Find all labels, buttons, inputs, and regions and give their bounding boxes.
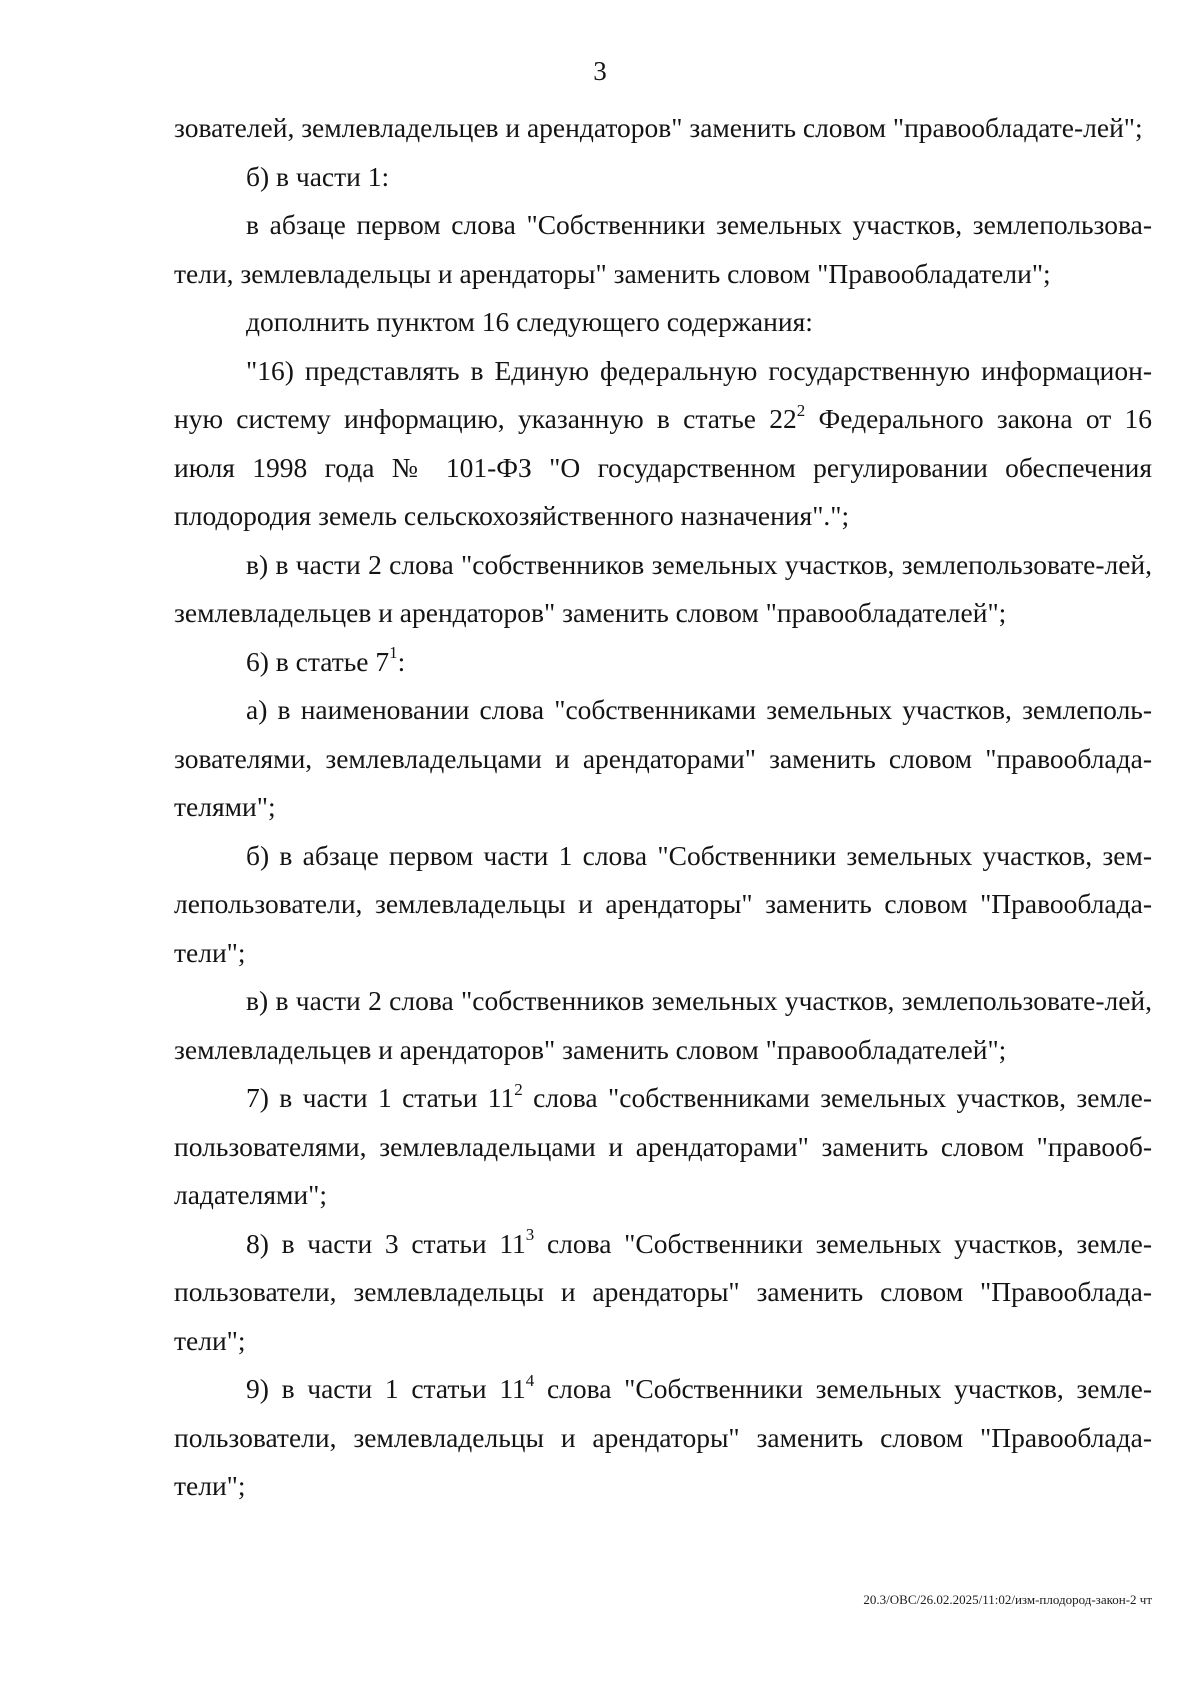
paragraph-text: 6) в статье 7: [246, 645, 390, 677]
paragraph-text: 7) в части 1 статьи 11: [246, 1082, 515, 1113]
paragraph: [174, 686, 1152, 832]
paragraph-text: в) в части 2 слова "собственников земельных участков, землепользовате-лей, землевладельцев и арендаторов" заменить словом "правообладателей";: [174, 985, 1152, 1065]
paragraph-text: в абзаце первом слова "Собственники земельных участков, землепользова-тели, землевладельцы и арендаторы" заменить словом "Правообладатели";: [174, 209, 1152, 289]
paragraph-text: 9) в части 1 статьи 11: [246, 1373, 526, 1404]
paragraph: [174, 201, 1152, 298]
document-footer-code: 20.3/ОВС/26.02.2025/11:02/изм-плодород-закон-2 чт: [863, 1592, 1152, 1607]
paragraph-text: б) в абзаце первом части 1 слова "Собственники земельных участков, зем-лепользователи, землевладельцы и арендаторы" заменить словом "Правооблада-тели";: [174, 839, 1152, 968]
paragraph-text: дополнить пунктом 16 следующего содержания:: [246, 306, 813, 337]
paragraph-text: в) в части 2 слова "собственников земельных участков, землепользовате-лей, землевладельцев и арендаторов" заменить словом "правообладателей";: [174, 548, 1152, 628]
paragraph: [174, 977, 1152, 1074]
paragraph: [174, 638, 1152, 687]
paragraph: [174, 1220, 1152, 1366]
superscript: 3: [525, 1225, 535, 1245]
paragraph-text: Федерального закона от 16 июля 1998 года № 101-ФЗ "О государственном регулировании обеспечения плодородия земель сельскохозяйственного назначения".";: [174, 403, 1153, 531]
superscript: 1: [389, 643, 398, 663]
paragraph: [174, 541, 1152, 638]
paragraph-text: зователей, землевладельцев и арендаторов" заменить словом "правообладате-лей";: [174, 112, 1143, 143]
superscript: 2: [514, 1079, 523, 1099]
paragraph: [174, 153, 1152, 202]
paragraph-text: б) в части 1:: [246, 160, 390, 192]
page-number: 3: [593, 56, 607, 86]
paragraph-text: слова "собственниками земельных участков, земле-пользователями, землевладельцами и арендаторами" заменить словом "правооб-ладателями";: [174, 1082, 1152, 1210]
paragraph: [174, 1365, 1152, 1511]
body-text: [174, 104, 1152, 1511]
paragraph-text: "16) представлять в Единую федеральную государственную информацион-ную систему информацию, указанную в статье 22: [174, 354, 1152, 434]
paragraph: [174, 104, 1152, 153]
paragraph: [174, 832, 1152, 978]
paragraph-text: слова "Собственники земельных участков, земле-пользователи, землевладельцы и арендаторы" заменить словом "Правооблада-тели";: [174, 1373, 1152, 1501]
paragraph-text: слова "Собственники земельных участков, земле-пользователи, землевладельцы и арендаторы" заменить словом "Правооблада-тели";: [174, 1227, 1152, 1356]
paragraph: [174, 1074, 1152, 1220]
paragraph-text: 8) в части 3 статьи 11: [246, 1227, 526, 1259]
paragraph-text: а) в наименовании слова "собственниками земельных участков, землеполь-зователями, землевладельцами и арендаторами" заменить словом "правооблада-телями";: [174, 694, 1152, 822]
superscript: 4: [525, 1370, 535, 1390]
paragraph: [174, 298, 1152, 347]
paragraph-text: :: [397, 645, 406, 677]
superscript: 2: [796, 400, 806, 420]
paragraph: [174, 347, 1152, 541]
